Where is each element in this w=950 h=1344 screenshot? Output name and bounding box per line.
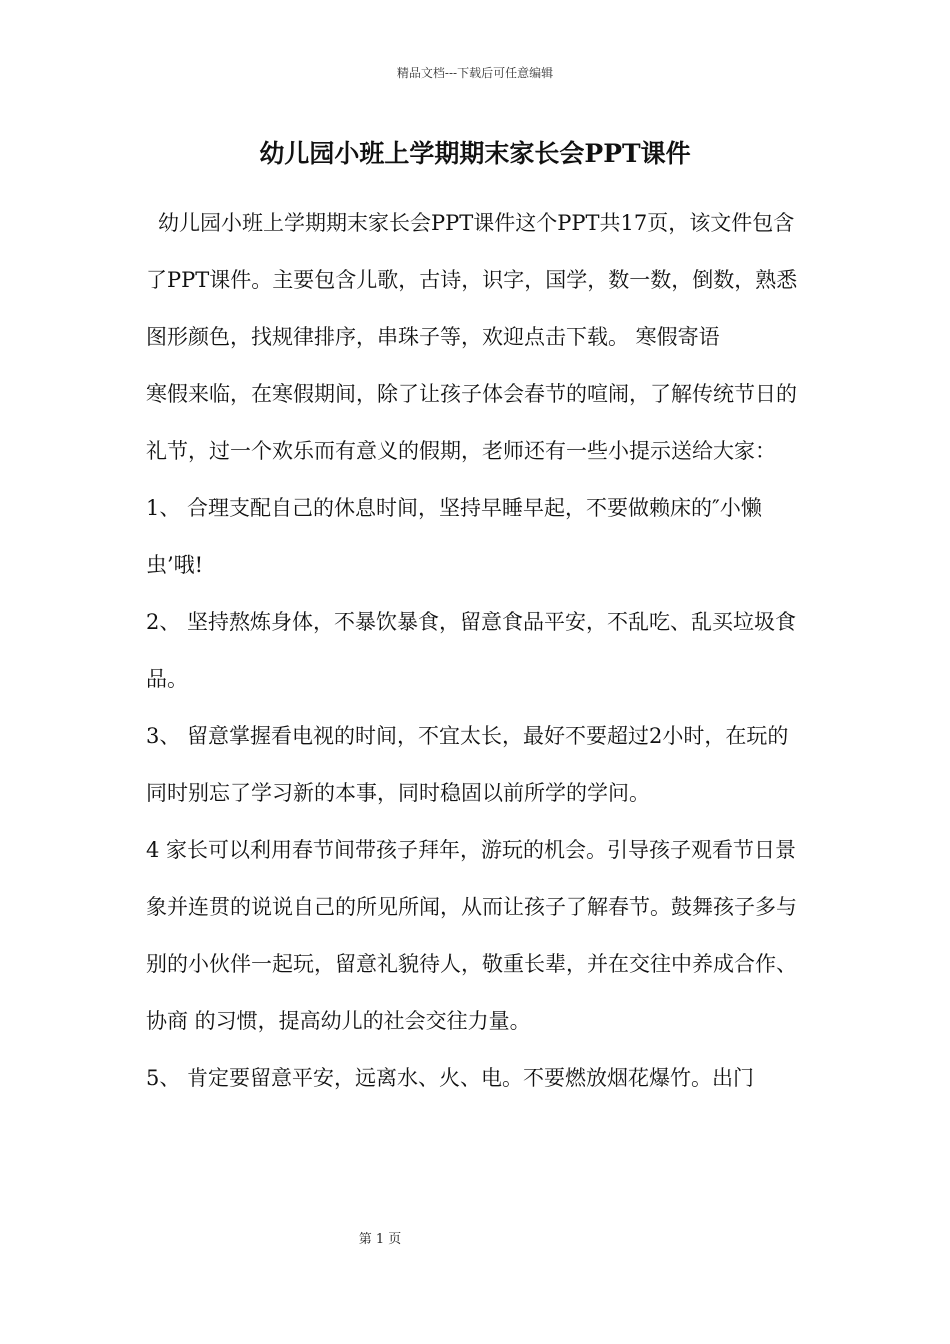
intro-paragraph: 幼儿园小班上学期期末家长会PPT课件这个PPT共17页，该文件包含了PPT课件。主要包含儿歌，古诗，识字，国学，数一数，倒数，熟悉图形颜色，找规律排序，串珠子等，欢迎点击下载。 寒假寄语 [146,211,798,349]
document-body [146,195,808,1107]
list-item-2: 2、 坚持熬炼身体，不暴饮暴食，留意食品平安，不乱吃、乱买垃圾食品。 [146,610,797,691]
list-item-5: 5、 肯定要留意平安，远离水、火、电。不要燃放烟花爆竹。出门 [146,1066,755,1090]
list-item-3: 3、 留意掌握看电视的时间，不宜太长，最好不要超过2小时，在玩的同时别忘了学习新的本事，同时稳固以前所学的学问。 [146,724,789,805]
document-title: 幼儿园小班上学期期末家长会PPT课件 [259,139,691,168]
list-item-4: 4 家长可以利用春节间带孩子拜年，游玩的机会。引导孩子观看节日景象并连贯的说说自己的所见所闻，从而让孩子了解春节。鼓舞孩子多与别的小伙伴一起玩，留意礼貌待人，敬重长辈，并在交往中养成合作、协商 的习惯，提高幼儿的社会交往力量。 [146,838,797,1033]
page-header: 精品文档---下载后可任意编辑 [396,66,554,80]
page-number: 第 1 页 [358,1232,402,1247]
list-item-1: 1、 合理支配自己的休息时间，坚持早睡早起，不要做赖床的″小懒虫’哦! [146,496,762,577]
body-paragraph: 寒假来临，在寒假期间，除了让孩子体会春节的喧闹，了解传统节日的礼节，过一个欢乐而有意义的假期，老师还有一些小提示送给大家： [146,382,797,463]
